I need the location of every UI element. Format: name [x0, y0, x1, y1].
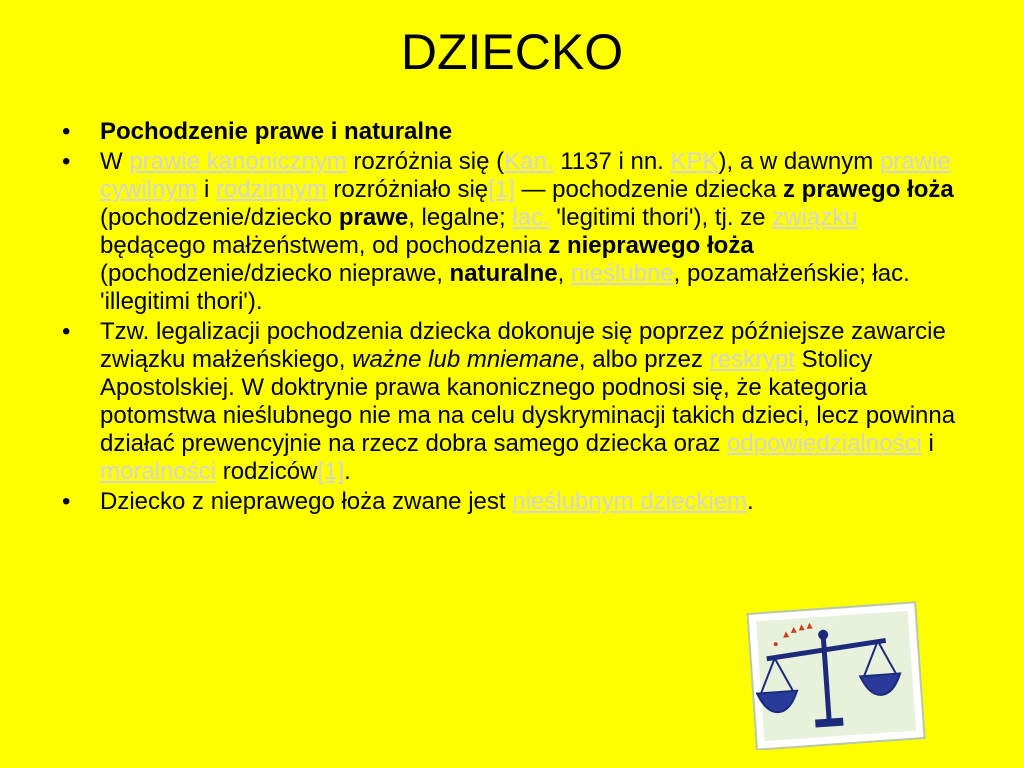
text: rodziców — [216, 458, 318, 485]
bullet-dot: • — [62, 148, 71, 175]
text: (pochodzenie/dziecko nieprawe, — [100, 260, 450, 287]
link-moralnosci[interactable]: moralności — [100, 458, 217, 485]
bold-heading: Pochodzenie prawe i naturalne — [100, 118, 453, 145]
text: , albo przez — [578, 346, 710, 373]
text: — pochodzenie dziecka — [514, 176, 783, 203]
bold-text: z nieprawego łoża — [548, 232, 754, 259]
link-kpk[interactable]: KPK — [670, 148, 719, 175]
bullet-dot: • — [62, 318, 71, 345]
text: . — [746, 488, 754, 515]
link-zwiazku[interactable]: związku — [772, 204, 858, 231]
bullet-item-4 — [60, 488, 960, 516]
text: i — [921, 430, 934, 457]
link-rodzinnym[interactable]: rodzinnym — [216, 176, 327, 203]
bullet-item-2 — [60, 148, 960, 316]
slide-title: DZIECKO — [400, 24, 624, 80]
link-reskrypt[interactable]: reskrypt — [709, 346, 795, 373]
text: (pochodzenie/dziecko — [100, 204, 339, 231]
text: 1137 i nn. — [553, 148, 671, 175]
text: . — [344, 458, 351, 485]
text: , pozamałżeńskie; łac. 'illegitimi thori'). — [100, 260, 910, 315]
link-prawie-kanonicznym[interactable]: prawie kanonicznym — [129, 148, 347, 175]
link-odpowiedzialnosci[interactable]: odpowiedzialności — [727, 430, 922, 457]
link-footnote-1[interactable]: [1] — [488, 176, 515, 203]
text: Tzw. legalizacji pochodzenia dziecka dokonuje się poprzez późniejsze zawarcie związku małżeńskiego, — [100, 318, 946, 373]
bullet-item-3 — [60, 318, 960, 486]
link-nieslubne[interactable]: nieślubne — [570, 260, 674, 287]
scales-of-justice-icon — [738, 600, 934, 750]
text: Stolicy Apostolskiej. W doktrynie prawa kanonicznego podnosi się, że kategoria potomstwa nieślubnego nie ma na celu dyskryminacji takich dzieci, lecz powinna działać prewencyjnie na rzecz dobra samego dziecka oraz — [100, 346, 956, 457]
bold-text: z prawego łoża — [783, 176, 954, 203]
bullet-item-1 — [60, 118, 960, 146]
text: rozróżnia się ( — [346, 148, 505, 175]
text: , legalne; — [408, 204, 513, 231]
bullet-list — [60, 118, 960, 518]
text: będącego małżeństwem, od pochodzenia — [100, 232, 549, 259]
italic-text: ważne lub mniemane — [352, 346, 579, 373]
bullet-dot: • — [62, 118, 71, 145]
text: ), a w dawnym — [718, 148, 880, 175]
link-nieslubnym-dzieckiem[interactable]: nieślubnym dzieckiem — [512, 488, 747, 515]
bullet-dot: • — [62, 488, 71, 515]
text: 'legitimi thori'), tj. ze — [549, 204, 773, 231]
text: Dziecko z nieprawego łoża zwane jest — [100, 488, 513, 515]
text: , — [557, 260, 571, 287]
link-footnote-1[interactable]: [1] — [317, 458, 345, 485]
bold-text: prawe — [338, 204, 409, 231]
bold-text: naturalne — [449, 260, 558, 287]
link-kan[interactable]: Kan. — [504, 148, 554, 175]
text: i — [197, 176, 217, 203]
link-lac[interactable]: łac. — [512, 204, 550, 231]
text: rozróżniało się — [326, 176, 489, 203]
link-prawie-cywilnym[interactable]: prawie cywilnym — [100, 148, 951, 203]
text: W — [100, 148, 130, 175]
